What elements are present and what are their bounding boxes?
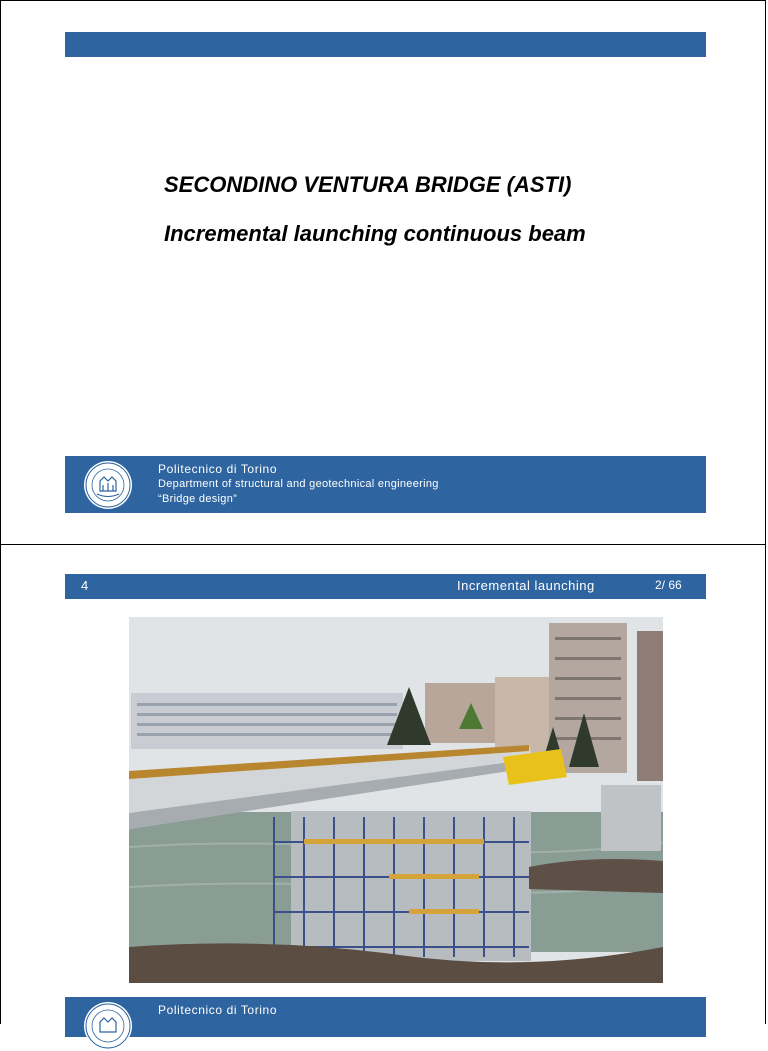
footer-course: “Bridge design” [158,493,238,505]
slide-2 [0,544,766,1024]
slide-title: SECONDINO VENTURA BRIDGE (ASTI) [164,172,572,197]
university-seal-icon [83,460,133,510]
footer-text [158,1003,277,1018]
university-seal-icon [83,1001,133,1051]
bridge-construction-photo [129,617,663,983]
footer-organization: Politecnico di Torino [158,462,278,476]
page-count: 2/ 66 [655,578,682,592]
section-title: Incremental launching [457,578,595,593]
header-bar [65,574,706,599]
footer-organization: Politecnico di Torino [158,1003,278,1017]
slide-subtitle: Incremental launching continuous beam [164,221,586,246]
slide-number: 4 [81,578,89,593]
footer-text [158,462,439,507]
footer-department: Department of structural and geotechnical engineering [158,478,439,490]
footer-bar [65,456,706,513]
footer-bar [65,997,706,1037]
title-block [164,171,586,248]
header-bar [65,32,706,57]
